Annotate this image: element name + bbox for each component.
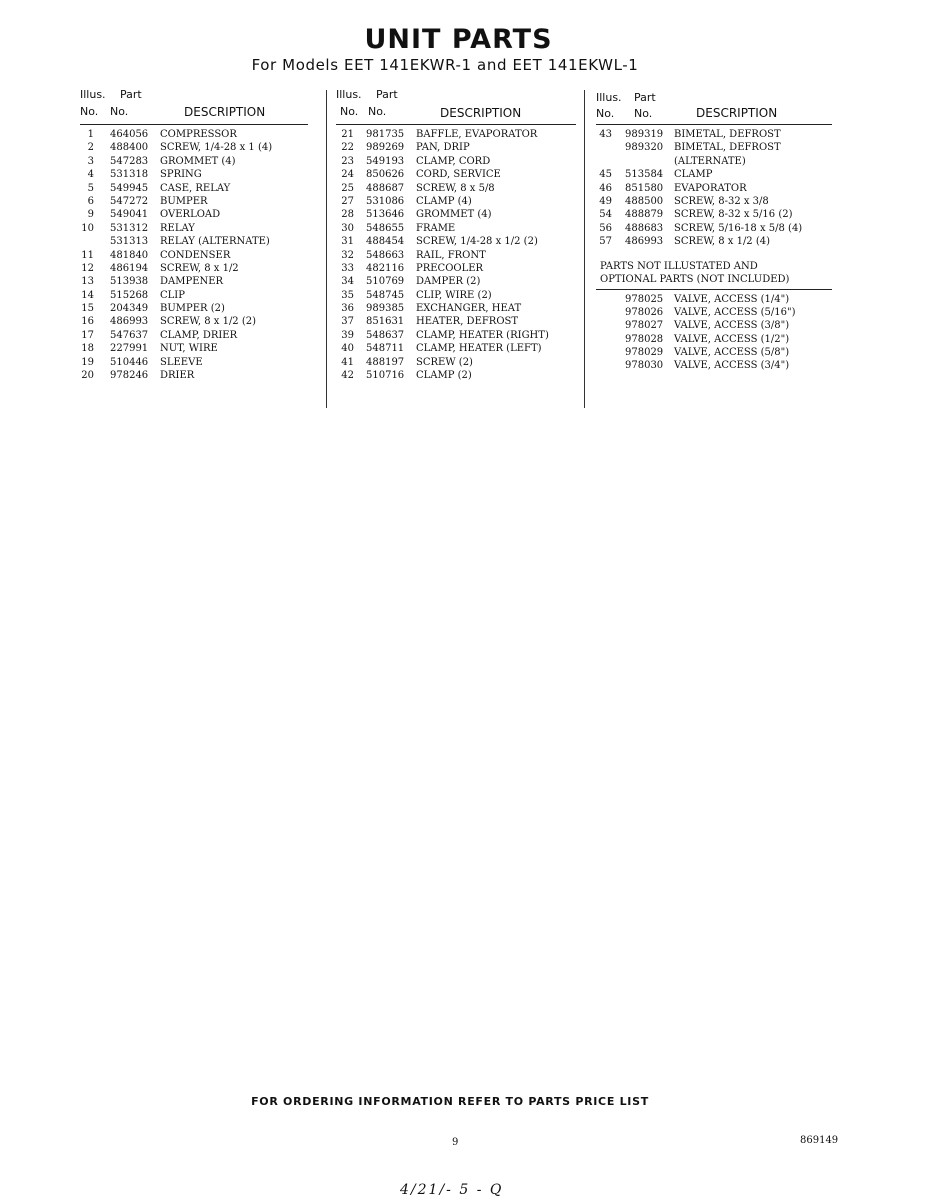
part-description: CASE, RELAY	[160, 182, 231, 194]
part-description: RELAY	[160, 222, 195, 234]
illus-number: 22	[341, 142, 354, 154]
part-number: 989320	[625, 142, 664, 154]
part-description: HEATER, DEFROST	[416, 316, 519, 328]
part-description: CONDENSER	[160, 249, 231, 261]
illus-number: 13	[81, 276, 94, 288]
part-number: 989269	[366, 142, 405, 154]
column-divider	[584, 90, 585, 408]
part-number: 488400	[110, 142, 149, 154]
illus-number: 9	[87, 209, 94, 221]
document-number: 869149	[800, 1135, 839, 1146]
part-number: 548711	[366, 343, 405, 355]
illus-number: 39	[341, 329, 354, 341]
header-part-no: No.	[110, 105, 129, 118]
part-description: SCREW, 8-32 x 3/8	[674, 195, 769, 207]
table-row	[596, 347, 832, 360]
part-description: RAIL, FRONT	[416, 249, 486, 261]
part-number: 978028	[625, 333, 664, 345]
part-number: 510446	[110, 356, 149, 368]
illus-number: 35	[341, 289, 354, 301]
table-row	[596, 196, 832, 209]
part-number: 978026	[625, 306, 664, 318]
part-description: SCREW, 8 x 1/2	[160, 262, 239, 274]
header-illus-no: No.	[80, 105, 99, 118]
part-number: 464056	[110, 129, 149, 140]
table-row	[336, 370, 576, 383]
part-description: CLAMP, HEATER (LEFT)	[416, 343, 542, 355]
part-description: RELAY (ALTERNATE)	[160, 236, 270, 248]
part-description: SCREW, 1/4-28 x 1 (4)	[160, 142, 273, 154]
table-row	[596, 142, 832, 155]
part-description: CLAMP, HEATER (RIGHT)	[416, 329, 549, 341]
part-number: 547272	[110, 195, 149, 207]
part-number: 850626	[366, 169, 405, 181]
part-number: 978030	[625, 360, 664, 372]
table-row	[80, 156, 308, 169]
illus-number: 16	[81, 316, 94, 328]
illus-number: 46	[599, 182, 612, 194]
part-description: BIMETAL, DEFROST	[674, 129, 781, 140]
column-header	[80, 86, 308, 125]
illus-number: 30	[341, 222, 354, 234]
part-description: SCREW, 5/16-18 x 5/8 (4)	[674, 222, 803, 234]
part-number: 486194	[110, 262, 149, 274]
part-number: 549945	[110, 182, 149, 194]
part-description: SCREW, 8 x 1/2 (2)	[160, 316, 257, 328]
part-number: 978246	[110, 370, 149, 382]
part-description: EXCHANGER, HEAT	[416, 303, 522, 315]
illus-number: 11	[81, 249, 94, 261]
part-description: CLAMP, DRIER	[160, 329, 238, 341]
table-row	[80, 276, 308, 289]
part-description: VALVE, ACCESS (3/4")	[674, 360, 790, 372]
part-description: CLAMP, CORD	[416, 155, 491, 167]
illus-number: 34	[341, 276, 354, 288]
part-description: DAMPER (2)	[416, 276, 481, 288]
column-header	[336, 86, 576, 125]
illus-number: 17	[81, 329, 94, 341]
illus-number: 5	[87, 182, 94, 194]
notes-line-1: PARTS NOT ILLUSTATED AND	[600, 260, 758, 272]
illus-number: 19	[81, 356, 94, 368]
table-row	[80, 290, 308, 303]
header-illus-no: No.	[596, 107, 615, 120]
header-part-no: No.	[368, 105, 387, 118]
illus-number: 3	[87, 155, 94, 167]
table-row	[80, 263, 308, 276]
illus-number: 12	[81, 262, 94, 274]
part-description: VALVE, ACCESS (1/4")	[674, 293, 790, 305]
header-description: DESCRIPTION	[440, 106, 522, 120]
illus-number: 43	[599, 129, 612, 140]
part-number: 510769	[366, 276, 405, 288]
part-number: 481840	[110, 249, 149, 261]
illus-number: 20	[81, 370, 94, 382]
table-row	[336, 223, 576, 236]
table-row	[80, 209, 308, 222]
illus-number: 57	[599, 236, 612, 248]
part-number: 549193	[366, 155, 405, 167]
part-number: 488879	[625, 209, 664, 221]
part-description: SPRING	[160, 169, 202, 181]
header-illus: Illus.	[336, 88, 362, 101]
part-description: VALVE, ACCESS (3/8")	[674, 320, 790, 332]
table-row	[80, 357, 308, 370]
illus-number: 41	[341, 356, 354, 368]
illus-number: 27	[341, 195, 354, 207]
part-description: SCREW, 1/4-28 x 1/2 (2)	[416, 236, 538, 248]
part-number: 978027	[625, 320, 664, 332]
part-number: 981735	[366, 129, 405, 140]
illus-number: 23	[341, 155, 354, 167]
table-row	[596, 183, 832, 196]
part-number: 548655	[366, 222, 405, 234]
table-row	[336, 263, 576, 276]
parts-column-3	[596, 86, 832, 374]
part-number: 488683	[625, 222, 664, 234]
header-description: DESCRIPTION	[696, 106, 778, 120]
part-number: 531312	[110, 222, 149, 234]
part-number: 513584	[625, 169, 664, 181]
illus-number: 49	[599, 195, 612, 207]
table-row	[596, 169, 832, 182]
table-row	[80, 236, 308, 249]
illus-number: 33	[341, 262, 354, 274]
table-row	[596, 156, 832, 169]
part-description: DAMPENER	[160, 276, 224, 288]
table-row	[80, 129, 308, 142]
illus-number: 37	[341, 316, 354, 328]
illus-number: 4	[87, 169, 94, 181]
illus-number: 10	[81, 222, 94, 234]
part-description: BUMPER	[160, 195, 208, 207]
header-part: Part	[376, 88, 398, 101]
table-row	[336, 303, 576, 316]
illus-number: 56	[599, 222, 612, 234]
part-description: PAN, DRIP	[416, 142, 470, 154]
part-number: 548663	[366, 249, 405, 261]
part-number: 486993	[625, 236, 664, 248]
part-number: 531318	[110, 169, 149, 181]
header-illus: Illus.	[80, 88, 106, 101]
part-description: SCREW, 8-32 x 5/16 (2)	[674, 209, 793, 221]
part-description: PRECOOLER	[416, 262, 484, 274]
illus-number: 54	[599, 209, 612, 221]
part-description: SCREW (2)	[416, 356, 473, 368]
table-row	[596, 129, 832, 142]
part-number: 227991	[110, 343, 149, 355]
table-row	[596, 209, 832, 222]
notes-line-2: OPTIONAL PARTS (NOT INCLUDED)	[600, 274, 790, 286]
table-row	[596, 307, 832, 320]
parts-list	[596, 129, 832, 250]
part-description: DRIER	[160, 370, 195, 382]
part-description: SCREW, 8 x 1/2 (4)	[674, 236, 771, 248]
table-row	[336, 290, 576, 303]
part-description: (ALTERNATE)	[674, 155, 746, 167]
illus-number: 6	[87, 195, 94, 207]
table-row	[596, 223, 832, 236]
table-row	[80, 196, 308, 209]
part-number: 548745	[366, 289, 405, 301]
column-header	[596, 86, 832, 125]
table-row	[336, 343, 576, 356]
part-description: SCREW, 8 x 5/8	[416, 182, 495, 194]
illus-number: 2	[87, 142, 94, 154]
table-row	[80, 316, 308, 329]
part-description: CLIP	[160, 289, 185, 301]
table-row	[596, 236, 832, 249]
part-number: 482116	[366, 262, 405, 274]
illus-number: 21	[341, 129, 354, 140]
optional-parts-list	[596, 294, 832, 374]
part-description: SLEEVE	[160, 356, 203, 368]
part-number: 547637	[110, 329, 149, 341]
header-illus-no: No.	[340, 105, 359, 118]
part-description: CORD, SERVICE	[416, 169, 501, 181]
part-description: EVAPORATOR	[674, 182, 747, 194]
table-row	[336, 196, 576, 209]
illus-number: 42	[341, 370, 354, 382]
illus-number: 15	[81, 303, 94, 315]
illus-number: 28	[341, 209, 354, 221]
table-row	[336, 236, 576, 249]
illus-number: 45	[599, 169, 612, 181]
part-description: COMPRESSOR	[160, 129, 237, 140]
table-row	[596, 360, 832, 373]
illus-number: 31	[341, 236, 354, 248]
part-number: 978029	[625, 347, 664, 359]
illus-number: 40	[341, 343, 354, 355]
table-row	[336, 156, 576, 169]
page-subtitle: For Models EET 141EKWR-1 and EET 141EKWL-1	[251, 56, 639, 74]
part-number: 531313	[110, 236, 149, 248]
table-row	[80, 142, 308, 155]
part-description: VALVE, ACCESS (5/8")	[674, 347, 790, 359]
part-number: 204349	[110, 303, 149, 315]
part-description: CLAMP (4)	[416, 195, 472, 207]
part-number: 510716	[366, 370, 405, 382]
table-row	[596, 334, 832, 347]
part-description: FRAME	[416, 222, 456, 234]
part-description: BAFFLE, EVAPORATOR	[416, 129, 538, 140]
header-illus: Illus.	[596, 91, 622, 104]
illus-number: 25	[341, 182, 354, 194]
parts-column-1	[80, 86, 308, 383]
parts-list	[336, 129, 576, 383]
page-number: 9	[452, 1137, 459, 1148]
table-row	[596, 294, 832, 307]
table-row	[336, 209, 576, 222]
column-divider	[326, 90, 327, 408]
table-row	[336, 357, 576, 370]
table-row	[336, 250, 576, 263]
notes-divider	[596, 287, 832, 290]
table-row	[336, 169, 576, 182]
notes-heading	[596, 260, 832, 287]
part-number: 488454	[366, 236, 405, 248]
header-part: Part	[634, 91, 656, 104]
part-number: 548637	[366, 329, 405, 341]
table-row	[336, 183, 576, 196]
part-description: VALVE, ACCESS (1/2")	[674, 333, 790, 345]
handwritten-note: 4/21/- 5 - Q	[400, 1182, 504, 1198]
part-number: 531086	[366, 195, 405, 207]
part-description: GROMMET (4)	[160, 155, 236, 167]
part-description: VALVE, ACCESS (5/16")	[674, 306, 796, 318]
table-row	[80, 330, 308, 343]
part-description: BUMPER (2)	[160, 303, 225, 315]
part-description: CLAMP	[674, 169, 713, 181]
table-row	[336, 142, 576, 155]
parts-column-2	[336, 86, 576, 383]
table-row	[80, 183, 308, 196]
illus-number: 36	[341, 303, 354, 315]
table-row	[80, 223, 308, 236]
illus-number: 24	[341, 169, 354, 181]
part-number: 989319	[625, 129, 664, 140]
table-row	[80, 303, 308, 316]
illus-number: 1	[87, 129, 94, 140]
part-description: OVERLOAD	[160, 209, 221, 221]
illus-number: 14	[81, 289, 94, 301]
part-number: 488197	[366, 356, 405, 368]
table-row	[80, 169, 308, 182]
part-number: 513938	[110, 276, 149, 288]
parts-list	[80, 129, 308, 383]
page-title: UNIT PARTS	[364, 24, 553, 55]
part-description: BIMETAL, DEFROST	[674, 142, 781, 154]
part-description: NUT, WIRE	[160, 343, 218, 355]
part-number: 851631	[366, 316, 405, 328]
header-part: Part	[120, 88, 142, 101]
header-description: DESCRIPTION	[184, 105, 266, 119]
part-number: 978025	[625, 293, 664, 305]
part-number: 486993	[110, 316, 149, 328]
part-number: 513646	[366, 209, 405, 221]
part-number: 851580	[625, 182, 664, 194]
part-number: 989385	[366, 303, 405, 315]
part-description: CLIP, WIRE (2)	[416, 289, 492, 301]
table-row	[596, 320, 832, 333]
table-row	[336, 330, 576, 343]
table-row	[80, 343, 308, 356]
part-number: 488500	[625, 195, 664, 207]
part-number: 515268	[110, 289, 149, 301]
part-number: 549041	[110, 209, 149, 221]
ordering-info: FOR ORDERING INFORMATION REFER TO PARTS PRICE LIST	[251, 1095, 649, 1108]
part-number: 488687	[366, 182, 405, 194]
illus-number: 32	[341, 249, 354, 261]
table-row	[336, 316, 576, 329]
table-row	[80, 250, 308, 263]
part-description: CLAMP (2)	[416, 370, 472, 382]
part-number: 547283	[110, 155, 149, 167]
table-row	[336, 129, 576, 142]
part-description: GROMMET (4)	[416, 209, 492, 221]
illus-number: 18	[81, 343, 94, 355]
table-row	[80, 370, 308, 383]
table-row	[336, 276, 576, 289]
header-part-no: No.	[634, 107, 653, 120]
